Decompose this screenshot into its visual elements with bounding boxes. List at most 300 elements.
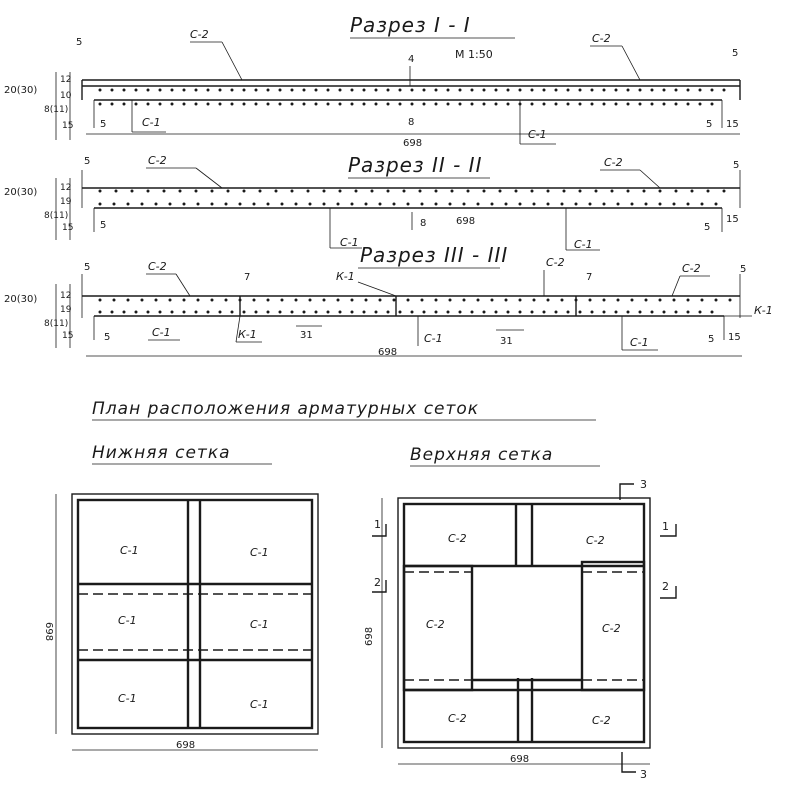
rebar-dot — [459, 103, 462, 106]
rebar-dot — [99, 311, 102, 314]
rebar-dot — [267, 103, 270, 106]
rebar-dot — [399, 89, 402, 92]
rebar-dot — [459, 311, 462, 314]
rebar-dot — [281, 299, 284, 302]
section-2-edge-left: 5 — [84, 156, 91, 167]
rebar-dot — [291, 311, 294, 314]
section-3-c2-label-2: С-2 — [546, 256, 565, 269]
rebar-dot — [627, 311, 630, 314]
rebar-dot — [423, 311, 426, 314]
rebar-dot — [303, 311, 306, 314]
rebar-dot — [519, 89, 522, 92]
rebar-dot — [495, 103, 498, 106]
rebar-dot — [499, 190, 502, 193]
rebar-dot — [267, 311, 270, 314]
rebar-dot — [169, 299, 172, 302]
section-3-c2-leader1 — [176, 274, 190, 296]
section-2-rebar-upper — [99, 190, 726, 193]
section-2-c2-label-right: С-2 — [604, 156, 623, 169]
rebar-dot — [435, 190, 438, 193]
section-1-t3: 8(11) — [44, 105, 69, 115]
section-1-scale: М 1:50 — [455, 48, 493, 61]
rebar-dot — [255, 89, 258, 92]
rebar-dot — [309, 299, 312, 302]
rebar-dot — [239, 299, 242, 302]
section-2-t1: 12 — [60, 183, 72, 193]
rebar-dot — [687, 203, 690, 206]
rebar-dot — [197, 203, 200, 206]
rebar-dot — [491, 203, 494, 206]
upper-mesh-mark-2-left: 2 — [374, 576, 381, 589]
rebar-dot — [471, 89, 474, 92]
rebar-dot — [589, 203, 592, 206]
rebar-dot — [711, 311, 714, 314]
rebar-dot — [183, 311, 186, 314]
rebar-dot — [555, 103, 558, 106]
section-3-title: Разрез III - III — [360, 243, 509, 267]
section-3-t4: 15 — [62, 331, 74, 341]
rebar-dot — [411, 311, 414, 314]
rebar-dot — [291, 103, 294, 106]
rebar-dot — [659, 299, 662, 302]
lower-mesh-cell-3: С-1 — [118, 614, 137, 627]
rebar-dot — [231, 103, 234, 106]
rebar-dot — [547, 190, 550, 193]
rebar-dot — [423, 89, 426, 92]
rebar-dot — [467, 190, 470, 193]
section-2-t2: 19 — [60, 197, 72, 207]
rebar-dot — [183, 203, 186, 206]
rebar-dot — [531, 190, 534, 193]
rebar-dot — [691, 190, 694, 193]
rebar-dot — [435, 299, 438, 302]
section-1-c2-label-right: С-2 — [592, 32, 611, 45]
rebar-dot — [651, 89, 654, 92]
rebar-dot — [183, 299, 186, 302]
rebar-dot — [207, 103, 210, 106]
rebar-dot — [99, 103, 102, 106]
section-1-c1-label-left: С-1 — [142, 116, 161, 129]
rebar-dot — [603, 203, 606, 206]
section-1-title: Разрез I - I — [350, 13, 471, 37]
section-3-t2: 19 — [60, 305, 72, 315]
upper-mesh-cell-2: С-2 — [586, 534, 605, 547]
rebar-dot — [323, 299, 326, 302]
rebar-dot — [627, 103, 630, 106]
section-3-t3: 8(11) — [44, 319, 69, 329]
rebar-dot — [449, 299, 452, 302]
rebar-dot — [351, 299, 354, 302]
rebar-dot — [711, 89, 714, 92]
upper-mesh-cut-3-bottom — [622, 752, 636, 772]
rebar-dot — [197, 299, 200, 302]
rebar-dot — [483, 89, 486, 92]
section-3-k1-label-2: К-1 — [238, 328, 257, 341]
rebar-dot — [195, 190, 198, 193]
rebar-dot — [135, 311, 138, 314]
rebar-dot — [631, 299, 634, 302]
rebar-dot — [533, 203, 536, 206]
rebar-dot — [387, 190, 390, 193]
rebar-dot — [519, 203, 522, 206]
rebar-dot — [351, 203, 354, 206]
rebar-dot — [141, 203, 144, 206]
upper-mesh-cell-6: С-2 — [592, 714, 611, 727]
section-3-c1-label-3: С-1 — [630, 336, 649, 349]
rebar-dot — [123, 311, 126, 314]
upper-mesh-mark-1-right: 1 — [662, 520, 669, 533]
rebar-dot — [315, 311, 318, 314]
rebar-dot — [195, 311, 198, 314]
rebar-dot — [111, 311, 114, 314]
rebar-dot — [127, 299, 130, 302]
rebar-dot — [323, 190, 326, 193]
section-1-t2: 10 — [60, 91, 72, 101]
rebar-dot — [663, 89, 666, 92]
rebar-dot — [135, 89, 138, 92]
rebar-dot — [483, 190, 486, 193]
rebar-dot — [243, 89, 246, 92]
rebar-dot — [699, 103, 702, 106]
rebar-dot — [687, 299, 690, 302]
rebar-dot — [471, 311, 474, 314]
rebar-dot — [183, 89, 186, 92]
rebar-dot — [491, 299, 494, 302]
rebar-dot — [639, 311, 642, 314]
rebar-dot — [543, 311, 546, 314]
rebar-dot — [243, 311, 246, 314]
rebar-dot — [531, 311, 534, 314]
rebar-dot — [531, 89, 534, 92]
rebar-dot — [295, 299, 298, 302]
rebar-dot — [147, 103, 150, 106]
rebar-dot — [423, 103, 426, 106]
rebar-dot — [231, 311, 234, 314]
rebar-dot — [639, 103, 642, 106]
section-1-edge-right: 5 — [732, 48, 739, 59]
section-2-c2-label-left: С-2 — [148, 154, 167, 167]
rebar-dot — [225, 299, 228, 302]
rebar-dot — [243, 190, 246, 193]
section-2-end-right-b: 15 — [726, 214, 739, 225]
rebar-dot — [291, 190, 294, 193]
rebar-dot — [407, 203, 410, 206]
rebar-dot — [141, 299, 144, 302]
rebar-dot — [337, 299, 340, 302]
section-1-t1: 12 — [60, 75, 72, 85]
rebar-dot — [99, 203, 102, 206]
rebar-dot — [591, 89, 594, 92]
rebar-dot — [723, 190, 726, 193]
section-3-span: 698 — [378, 347, 398, 358]
rebar-dot — [387, 89, 390, 92]
rebar-dot — [255, 103, 258, 106]
rebar-dot — [471, 103, 474, 106]
rebar-dot — [339, 311, 342, 314]
rebar-dot — [219, 89, 222, 92]
rebar-dot — [315, 89, 318, 92]
rebar-dot — [147, 89, 150, 92]
section-1-end-left: 5 — [100, 119, 107, 130]
rebar-dot — [561, 203, 564, 206]
rebar-dot — [387, 103, 390, 106]
rebar-dot — [281, 203, 284, 206]
rebar-dot — [123, 89, 126, 92]
rebar-dot — [575, 299, 578, 302]
rebar-dot — [195, 89, 198, 92]
upper-mesh-cell-1: С-2 — [448, 532, 467, 545]
rebar-dot — [399, 103, 402, 106]
section-3-dim-31b: 31 — [500, 336, 513, 347]
rebar-dot — [323, 203, 326, 206]
rebar-dot — [279, 103, 282, 106]
rebar-dot — [495, 89, 498, 92]
rebar-dot — [663, 311, 666, 314]
rebar-dot — [505, 203, 508, 206]
rebar-dot — [519, 299, 522, 302]
rebar-dot — [171, 103, 174, 106]
lower-mesh-cell-1: С-1 — [120, 544, 139, 557]
rebar-dot — [615, 311, 618, 314]
rebar-dot — [715, 203, 718, 206]
rebar-dot — [111, 103, 114, 106]
section-3-dim-7a: 7 — [244, 272, 251, 283]
section-3-c2-leader3 — [672, 276, 680, 296]
rebar-dot — [435, 311, 438, 314]
rebar-dot — [687, 89, 690, 92]
rebar-dot — [645, 203, 648, 206]
rebar-dot — [611, 190, 614, 193]
upper-mesh-cell-4: С-2 — [602, 622, 621, 635]
rebar-dot — [547, 299, 550, 302]
rebar-dot — [253, 203, 256, 206]
section-1-thickness: 20(30) — [4, 85, 38, 96]
rebar-dot — [659, 203, 662, 206]
rebar-dot — [351, 89, 354, 92]
rebar-dot — [505, 299, 508, 302]
rebar-dot — [627, 89, 630, 92]
rebar-dot — [579, 311, 582, 314]
rebar-dot — [507, 311, 510, 314]
section-1 — [4, 13, 740, 149]
section-2-t3: 8(11) — [44, 211, 69, 221]
rebar-dot — [279, 311, 282, 314]
rebar-dot — [339, 103, 342, 106]
rebar-dot — [687, 311, 690, 314]
section-1-rebar-upper — [99, 89, 726, 92]
rebar-dot — [155, 299, 158, 302]
rebar-dot — [327, 311, 330, 314]
rebar-dot — [267, 299, 270, 302]
upper-mesh-plan — [364, 445, 676, 781]
rebar-dot — [363, 311, 366, 314]
rebar-dot — [327, 89, 330, 92]
rebar-dot — [231, 89, 234, 92]
rebar-dot — [411, 89, 414, 92]
rebar-dot — [393, 299, 396, 302]
rebar-dot — [435, 89, 438, 92]
rebar-dot — [715, 299, 718, 302]
section-1-span: 698 — [403, 138, 423, 149]
rebar-dot — [543, 89, 546, 92]
plan-title: План расположения арматурных сеток — [92, 399, 480, 419]
rebar-dot — [159, 103, 162, 106]
rebar-dot — [159, 311, 162, 314]
section-1-mid-a: 4 — [408, 54, 415, 65]
rebar-dot — [303, 89, 306, 92]
rebar-dot — [449, 203, 452, 206]
section-1-end-right-b: 15 — [726, 119, 739, 130]
section-1-mid-b: 8 — [408, 117, 415, 128]
rebar-dot — [631, 203, 634, 206]
upper-mesh-mark-3-bottom: 3 — [640, 768, 647, 781]
rebar-dot — [351, 311, 354, 314]
rebar-dot — [169, 203, 172, 206]
upper-mesh-mark-2-right: 2 — [662, 580, 669, 593]
lower-mesh-cell-4: С-1 — [250, 618, 269, 631]
rebar-dot — [567, 103, 570, 106]
rebar-dot — [639, 89, 642, 92]
rebar-dot — [219, 103, 222, 106]
section-3-edge-left: 5 — [84, 262, 91, 273]
section-2-c1-label-left: С-1 — [340, 236, 359, 249]
rebar-dot — [699, 89, 702, 92]
section-1-c2-leader — [222, 42, 242, 80]
rebar-dot — [379, 299, 382, 302]
rebar-dot — [259, 190, 262, 193]
section-3-c2-label-3: С-2 — [682, 262, 701, 275]
rebar-dot — [477, 203, 480, 206]
rebar-dot — [375, 103, 378, 106]
rebar-dot — [227, 190, 230, 193]
upper-mesh-dim-h: 698 — [510, 754, 530, 765]
rebar-dot — [363, 89, 366, 92]
rebar-dot — [463, 299, 466, 302]
rebar-dot — [673, 299, 676, 302]
rebar-dot — [615, 103, 618, 106]
rebar-dot — [651, 311, 654, 314]
rebar-dot — [363, 103, 366, 106]
rebar-dot — [495, 311, 498, 314]
section-1-c2-leader2 — [622, 46, 640, 80]
rebar-dot — [291, 89, 294, 92]
section-3-thickness: 20(30) — [4, 294, 38, 305]
rebar-dot — [421, 203, 424, 206]
rebar-dot — [627, 190, 630, 193]
section-3-k1-label-1: К-1 — [336, 270, 355, 283]
rebar-dot — [123, 103, 126, 106]
rebar-dot — [591, 103, 594, 106]
section-1-edge-left: 5 — [76, 37, 83, 48]
lower-mesh-title: Нижняя сетка — [92, 443, 231, 463]
rebar-dot — [355, 190, 358, 193]
rebar-dot — [617, 299, 620, 302]
rebar-dot — [399, 311, 402, 314]
rebar-dot — [159, 89, 162, 92]
rebar-dot — [729, 299, 732, 302]
rebar-dot — [339, 89, 342, 92]
rebar-dot — [307, 190, 310, 193]
rebar-dot — [589, 299, 592, 302]
rebar-dot — [555, 89, 558, 92]
rebar-dot — [561, 299, 564, 302]
section-2-t4: 15 — [62, 223, 74, 233]
rebar-dot — [555, 311, 558, 314]
section-3-c1-label-1: С-1 — [152, 326, 171, 339]
rebar-dot — [239, 203, 242, 206]
section-3-c1-label-2: С-1 — [424, 332, 443, 345]
rebar-dot — [315, 103, 318, 106]
section-2-c2-leader — [196, 168, 222, 188]
section-3-k1-leader-1 — [358, 282, 396, 296]
rebar-dot — [459, 89, 462, 92]
rebar-dot — [379, 203, 382, 206]
rebar-dot — [595, 190, 598, 193]
rebar-dot — [267, 89, 270, 92]
section-2-end-right-a: 5 — [704, 222, 711, 233]
rebar-dot — [575, 203, 578, 206]
section-3-end-right-a: 5 — [708, 334, 715, 345]
rebar-dot — [701, 299, 704, 302]
rebar-dot — [507, 103, 510, 106]
rebar-dot — [375, 89, 378, 92]
section-3-t1: 12 — [60, 291, 72, 301]
rebar-dot — [303, 103, 306, 106]
rebar-dot — [113, 203, 116, 206]
rebar-dot — [483, 103, 486, 106]
rebar-dot — [675, 89, 678, 92]
rebar-dot — [243, 103, 246, 106]
rebar-dot — [533, 299, 536, 302]
rebar-dot — [195, 103, 198, 106]
rebar-dot — [211, 190, 214, 193]
rebar-dot — [447, 103, 450, 106]
rebar-dot — [615, 89, 618, 92]
rebar-dot — [547, 203, 550, 206]
rebar-dot — [515, 190, 518, 193]
section-2-edge-right: 5 — [733, 160, 740, 171]
rebar-dot — [351, 103, 354, 106]
rebar-dot — [365, 299, 368, 302]
rebar-dot — [617, 203, 620, 206]
rebar-dot — [435, 203, 438, 206]
section-3-rebar-lower — [99, 311, 714, 314]
rebar-dot — [563, 190, 566, 193]
rebar-dot — [99, 299, 102, 302]
rebar-dot — [211, 299, 214, 302]
section-2-mid-b: 8 — [420, 218, 427, 229]
rebar-dot — [411, 103, 414, 106]
rebar-dot — [135, 103, 138, 106]
rebar-dot — [339, 190, 342, 193]
rebar-dot — [99, 89, 102, 92]
lower-mesh-inner — [78, 500, 312, 728]
rebar-dot — [567, 89, 570, 92]
rebar-dot — [375, 311, 378, 314]
lower-mesh-dim-h: 698 — [176, 740, 196, 751]
section-3-c2-label-1: С-2 — [148, 260, 167, 273]
rebar-dot — [211, 203, 214, 206]
rebar-dot — [365, 203, 368, 206]
rebar-dot — [711, 103, 714, 106]
rebar-dot — [207, 89, 210, 92]
section-3-edge-right: 5 — [740, 264, 747, 275]
section-2-rebar-lower — [99, 203, 718, 206]
rebar-dot — [131, 190, 134, 193]
rebar-dot — [421, 299, 424, 302]
rebar-dot — [579, 103, 582, 106]
rebar-dot — [207, 311, 210, 314]
